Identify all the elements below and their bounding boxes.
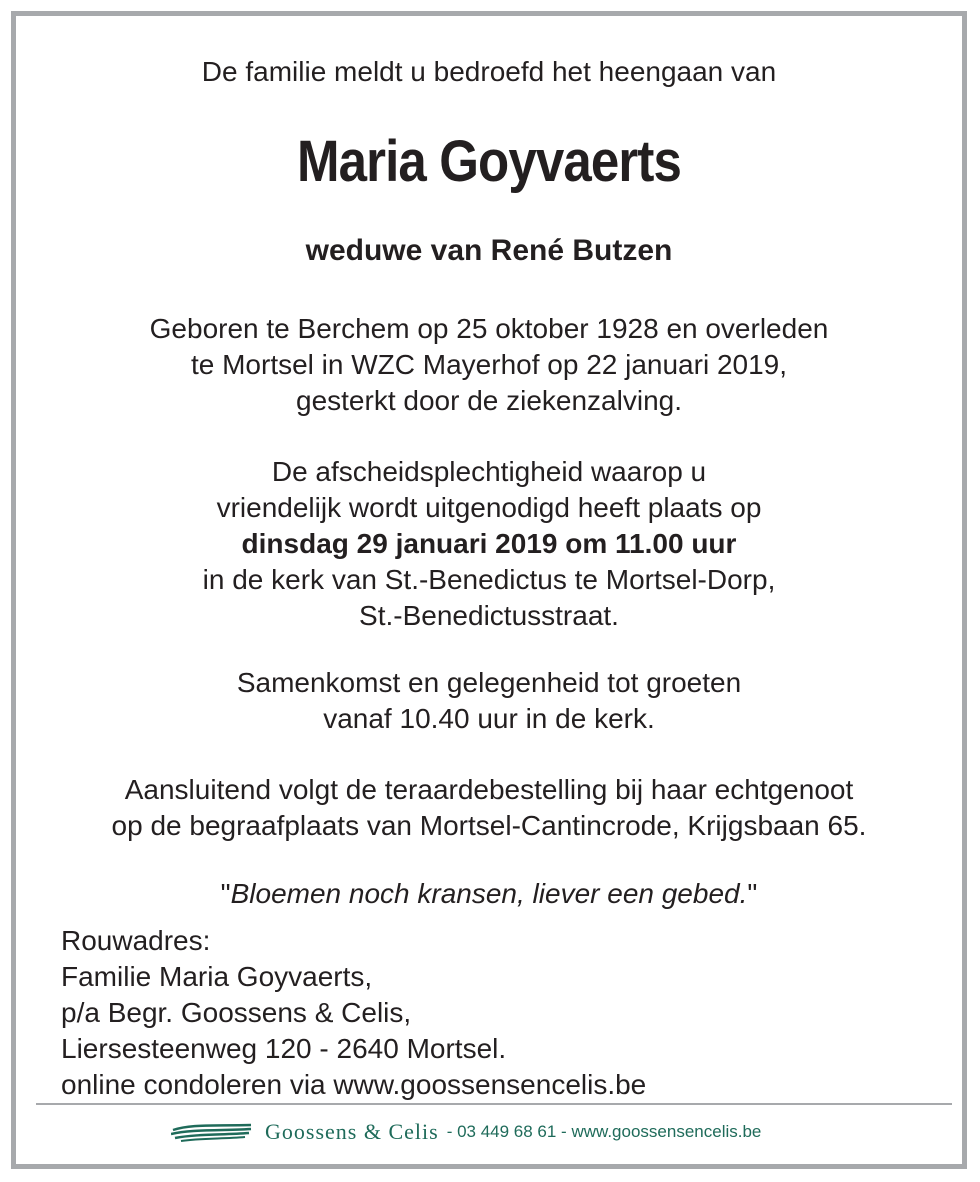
paragraph-line: in de kerk van St.-Benedictus te Mortsel-Dorp, <box>202 564 776 595</box>
death-notice-frame <box>11 11 967 1169</box>
condolence-line: online condoleren via www.goossensencelis.be <box>61 1069 647 1100</box>
quote-close-mark: " <box>747 878 758 909</box>
paragraph-line: gesterkt door de ziekenzalving. <box>296 385 682 416</box>
paragraph-line: vanaf 10.40 uur in de kerk. <box>323 703 655 734</box>
relation-text: weduwe van René Butzen <box>305 234 673 267</box>
paragraph-line: Samenkomst en gelegenheid tot groeten <box>236 667 742 698</box>
paragraph-line: te Mortsel in WZC Mayerhof op 22 januari 2019, <box>190 349 788 380</box>
waves-logo-icon <box>171 1121 253 1143</box>
quote-text: Bloemen noch kransen, liever een gebed. <box>230 878 748 909</box>
paragraph-line: De afscheidsplechtigheid waarop u <box>271 456 707 487</box>
address-line: p/a Begr. Goossens & Celis, <box>61 997 412 1028</box>
address-heading: Rouwadres: <box>61 925 211 956</box>
ceremony-date: dinsdag 29 januari 2019 om 11.00 uur <box>241 528 737 559</box>
gathering-paragraph <box>16 665 962 737</box>
funeral-home-footer <box>171 1116 761 1148</box>
footer-divider <box>36 1103 952 1105</box>
funeral-home-name: Goossens & Celis <box>265 1119 439 1144</box>
address-line: Liersesteenweg 120 - 2640 Mortsel. <box>61 1033 507 1064</box>
mourning-address <box>61 923 646 1103</box>
ceremony-paragraph <box>16 454 962 634</box>
funeral-home-contact: - 03 449 68 61 - www.goossensencelis.be <box>446 1122 762 1141</box>
burial-paragraph <box>16 772 962 844</box>
quote-open-mark: " <box>220 878 231 909</box>
quote <box>16 878 962 910</box>
paragraph-line: St.-Benedictusstraat. <box>359 600 619 631</box>
paragraph-line: Aansluitend volgt de teraardebestelling bij haar echtgenoot <box>124 774 854 805</box>
deceased-name: Maria Goyvaerts <box>297 129 681 194</box>
paragraph-line: op de begraafplaats van Mortsel-Cantincrode, Krijgsbaan 65. <box>111 810 867 841</box>
address-line: Familie Maria Goyvaerts, <box>61 961 373 992</box>
paragraph-line: vriendelijk wordt uitgenodigd heeft plaats op <box>216 492 762 523</box>
birth-death-paragraph <box>16 311 962 419</box>
intro-text: De familie meldt u bedroefd het heengaan van <box>201 56 777 87</box>
paragraph-line: Geboren te Berchem op 25 oktober 1928 en overleden <box>149 313 829 344</box>
